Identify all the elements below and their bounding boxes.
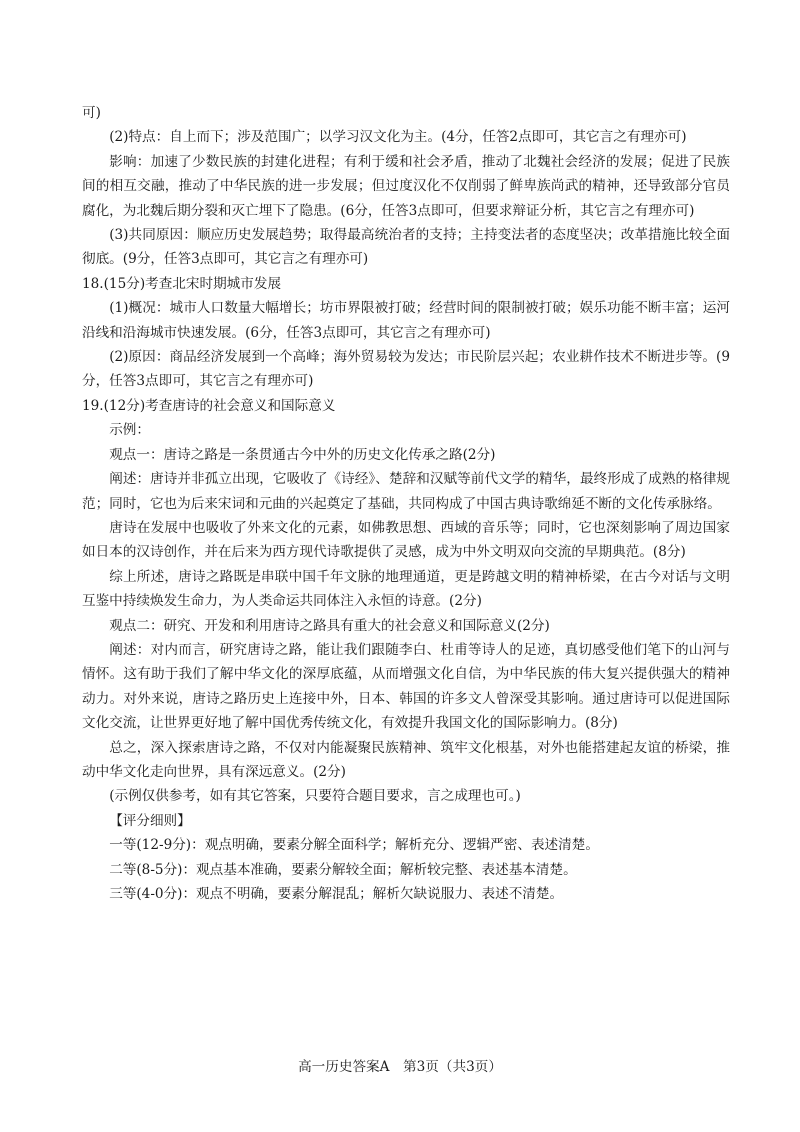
- paragraph: 可): [82, 105, 101, 121]
- paragraph: 18.(15分)考查北宋时期城市发展: [82, 275, 282, 292]
- paragraph: 观点二：研究、开发和利用唐诗之路具有重大的社会意义和国际意义(2分): [109, 617, 550, 634]
- paragraph: (示例仅供参考，如有其它答案，只要符合题目要求，言之成理也可。): [109, 788, 521, 805]
- paragraph: 二等(8-5分)：观点基本准确，要素分解较全面；解析较完整、表述基本清楚。: [109, 861, 577, 878]
- paragraph: 一等(12-9分)：观点明确，要素分解全面科学；解析充分、逻辑严密、表述清楚。: [109, 837, 599, 854]
- paragraph: 示例：: [109, 422, 150, 439]
- paragraph: 唐诗在发展中也吸收了外来文化的元素，如佛教思想、西域的音乐等；同时，它也深刻影响了周边国家如日本的汉诗创作，并在后来为西方现代诗歌提供了灵感，成为中外文明双向交流的早期典范。(8分): [82, 519, 730, 561]
- paragraph: (2)特点：自上而下；涉及范围广；以学习汉文化为主。(4分，任答2点即可，其它言之有理亦可): [109, 129, 687, 146]
- paragraph: (3)共同原因：顺应历史发展趋势；取得最高统治者的支持；主持变法者的态度坚决；改革措施比较全面彻底。(9分，任答3点即可，其它言之有理亦可): [82, 227, 730, 268]
- paragraph: 19.(12分)考查唐诗的社会意义和国际意义: [82, 397, 336, 414]
- paragraph: 影响：加速了少数民族的封建化进程；有利于缓和社会矛盾，推动了北魏社会经济的发展；促进了民族间的相互交融，推动了中华民族的进一步发展；但过度汉化不仅削弱了鲜卑族尚武的精神，还导致部分官员腐化，为北魏后期分裂和灭亡埋下了隐患。(6分，任答3点即可，但要求辩证分析，其它言之有理亦可): [82, 153, 730, 219]
- paragraph: 阐述：对内而言，研究唐诗之路，能让我们跟随李白、杜甫等诗人的足迹，真切感受他们笔下的山河与情怀。这有助于我们了解中华文化的深厚底蕴，从而增强文化自信，为中华民族的伟大复兴提供强大的精神动力。对外来说，唐诗之路历史上连接中外，日本、韩国的许多文人曾深受其影响。通过唐诗可以促进国际文化交流，让世界更好地了解中国优秀传统文化，有效提升我国文化的国际影响力。(8分): [82, 641, 730, 732]
- paragraph: 三等(4-0分)：观点不明确，要素分解混乱；解析欠缺说服力、表述不清楚。: [109, 886, 564, 902]
- page-footer: 高一历史答案A 第3页（共3页）: [298, 1059, 502, 1075]
- answer-body: [82, 101, 730, 906]
- paragraph: 总之，深入探索唐诗之路，不仅对内能凝聚民族精神、筑牢文化根基，对外也能搭建起友谊的桥梁，推动中华文化走向世界，具有深远意义。(2分): [82, 739, 730, 780]
- paragraph: 观点一：唐诗之路是一条贯通古今中外的历史文化传承之路(2分): [109, 446, 496, 463]
- paragraph: (1)概况：城市人口数量大幅增长；坊市界限被打破；经营时间的限制被打破；娱乐功能不断丰富；运河沿线和沿海城市快速发展。(6分，任答3点即可，其它言之有理亦可): [82, 300, 730, 341]
- paragraph: 综上所述，唐诗之路既是串联中国千年文脉的地理通道，更是跨越文明的精神桥梁，在古今对话与文明互鉴中持续焕发生命力，为人类命运共同体注入永恒的诗意。(2分): [82, 568, 730, 610]
- paragraph: (2)原因：商品经济发展到一个高峰；海外贸易较为发达；市民阶层兴起；农业耕作技术不断进步等。(9分，任答3点即可，其它言之有理亦可): [82, 349, 730, 390]
- paragraph: 阐述：唐诗并非孤立出现，它吸收了《诗经》、楚辞和汉赋等前代文学的精华，最终形成了成熟的格律规范；同时，它也为后来宋词和元曲的兴起奠定了基础，共同构成了中国古典诗歌绵延不断的文化传承脉络。: [82, 471, 730, 512]
- paragraph: 【评分细则】: [109, 812, 191, 829]
